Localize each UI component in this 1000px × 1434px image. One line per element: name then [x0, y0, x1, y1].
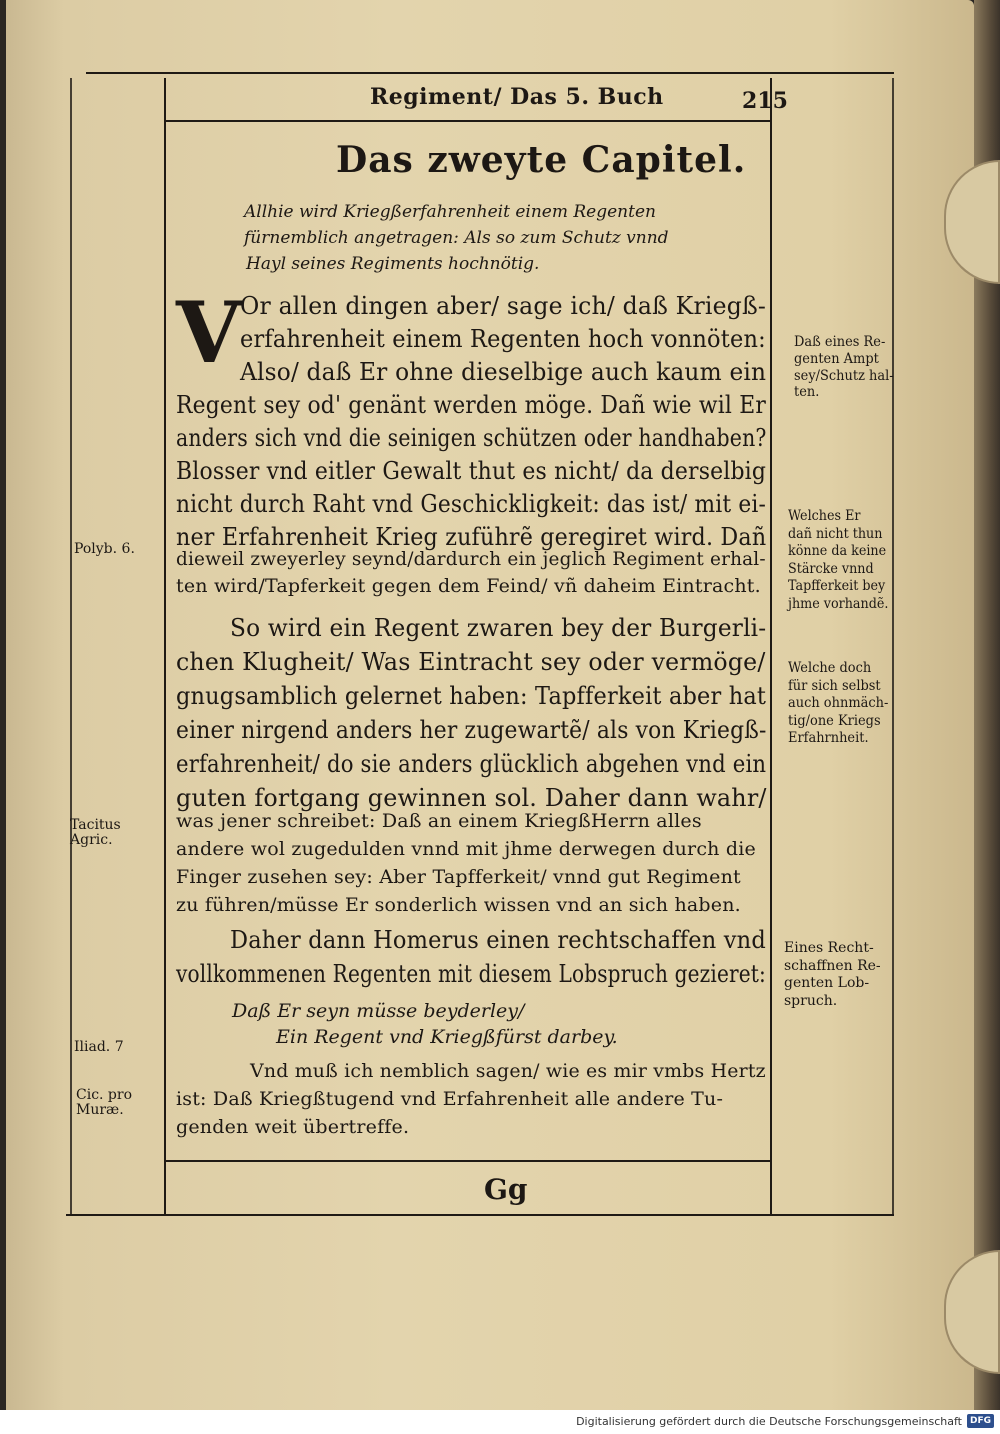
frame-right-rule: [770, 78, 772, 1214]
margin-note-line: Erfahrnheit.: [788, 730, 869, 746]
text-line: genden weit übertreffe.: [176, 1116, 410, 1138]
running-title: Regiment/ Das 5. Buch: [370, 84, 664, 110]
text-line: nicht durch Raht vnd Geschickligkeit: das ist/ mit ei-: [176, 490, 767, 518]
text-line: Regent sey od' genänt werden möge. Dañ wie wil Er: [176, 391, 766, 419]
right-margin-note: [788, 508, 898, 613]
text-line: erfahrenheit/ do sie anders glücklich abgehen vnd ein: [176, 750, 767, 778]
footer-credit: Digitalisierung gefördert durch die Deutsche Forschungsgemeinschaft: [576, 1415, 962, 1428]
text-line: vollkommenen Regenten mit diesem Lobspruch gezieret:: [176, 960, 766, 988]
right-margin-note: [784, 940, 881, 1010]
summary-line: Allhie wird Kriegßerfahrenheit einem Regenten: [244, 202, 656, 222]
text-line: gnugsamblich gelernet haben: Tapfferkeit aber hat: [176, 682, 767, 710]
margin-note-line: Cic. pro: [76, 1087, 133, 1103]
margin-note-line: spruch.: [784, 992, 838, 1009]
summary-line: Hayl seines Regiments hochnötig.: [246, 254, 540, 274]
margin-note-line: genten Lob-: [784, 975, 870, 991]
margin-note-line: Eines Recht-: [784, 940, 874, 956]
text-line: andere wol zugedulden vnnd mit jhme derwegen durch die: [176, 838, 756, 860]
footer-credit-bar: [0, 1410, 1000, 1434]
text-line: anders sich vnd die seinigen schützen oder handhaben?: [176, 424, 767, 452]
text-line: erfahrenheit einem Regenten hoch vonnöten:: [240, 325, 766, 353]
margin-note-line: ten.: [794, 384, 820, 401]
summary-line: fürnemblich angetragen: Als so zum Schutz vnnd: [244, 228, 669, 248]
text-line: Blosser vnd eitler Gewalt thut es nicht/ da derselbig: [176, 457, 767, 485]
margin-note-line: Welches Er: [788, 508, 861, 524]
text-line: dieweil zweyerley seynd/dardurch ein jeglich Regiment erhal-: [176, 548, 766, 570]
margin-note-line: tig/one Kriegs: [788, 712, 881, 729]
text-line: zu führen/müsse Er sonderlich wissen vnd an sich haben.: [176, 894, 741, 916]
text-line: was jener schreibet: Daß an einem KriegßHerrn alles: [176, 810, 702, 832]
text-bottom-rule: [166, 1160, 770, 1162]
text-line: chen Klugheit/ Was Eintracht sey oder vermöge/: [176, 648, 766, 676]
margin-note-line: Tapfferkeit bey: [788, 578, 886, 594]
margin-note-line: genten Ampt: [794, 350, 879, 367]
verse-line: Daß Er seyn müsse beyderley/: [232, 1000, 525, 1022]
text-line: Also/ daß Er ohne dieselbige auch kaum ein: [240, 358, 767, 386]
chapter-title: Das zweyte Capitel.: [336, 139, 747, 181]
margin-note-line: Muræ.: [76, 1102, 124, 1119]
page-number: 215: [742, 88, 788, 114]
left-margin-note: [74, 1040, 124, 1055]
text-line: Finger zusehen sey: Aber Tapfferkeit/ vnnd gut Regiment: [176, 866, 741, 888]
outer-right-rule: [892, 78, 894, 1214]
text-line: ten wird/Tapferkeit gegen dem Feind/ vñ daheim Eintracht.: [176, 575, 761, 597]
frame-bottom-rule: [66, 1214, 894, 1216]
right-margin-note: [794, 334, 902, 401]
frame-top-rule: [86, 72, 894, 74]
text-line: So wird ein Regent zwaren bey der Burgerli-: [230, 614, 767, 642]
text-line: einer nirgend anders her zugewartẽ/ als von Kriegß-: [176, 716, 767, 744]
text-line: Vnd muß ich nemblich sagen/ wie es mir vmbs Hertz: [250, 1060, 766, 1082]
decorated-initial: V: [176, 283, 242, 382]
margin-note-line: Welche doch: [788, 660, 872, 676]
left-margin-note: [76, 1088, 132, 1119]
margin-note-line: schaffnen Re-: [784, 957, 881, 974]
page-edge: [974, 0, 1000, 1410]
dfg-logo: DFG: [967, 1414, 994, 1428]
outer-left-rule: [70, 78, 72, 1214]
text-line: ner Erfahrenheit Krieg zuführẽ geregiret wird. Dañ: [176, 523, 767, 551]
text-line: guten fortgang gewinnen sol. Daher dann wahr/: [176, 784, 767, 812]
margin-note-line: Polyb. 6.: [74, 541, 135, 557]
margin-note-line: Tacitus: [70, 817, 121, 833]
margin-note-line: Iliad. 7: [74, 1039, 124, 1055]
text-line: ist: Daß Kriegßtugend vnd Erfahrenheit alle andere Tu-: [176, 1088, 724, 1110]
left-margin-note: [74, 542, 135, 557]
margin-note-line: könne da keine: [788, 543, 887, 559]
margin-note-line: Daß eines Re-: [794, 334, 886, 350]
margin-note-line: sey/Schutz hal-: [794, 367, 894, 384]
verse-line: Ein Regent vnd Kriegßfürst darbey.: [276, 1026, 618, 1048]
text-line: Or allen dingen aber/ sage ich/ daß Kriegß-: [240, 292, 767, 320]
margin-note-line: auch ohnmäch-: [788, 695, 889, 711]
margin-note-line: für sich selbst: [788, 677, 881, 694]
margin-note-line: Stärcke vnnd: [788, 560, 874, 577]
margin-note-line: jhme vorhandẽ.: [788, 595, 889, 612]
margin-note-line: dañ nicht thun: [788, 525, 883, 542]
margin-note-line: Agric.: [70, 832, 113, 849]
right-margin-note: [788, 660, 896, 748]
header-rule: [166, 120, 772, 122]
text-line: Daher dann Homerus einen rechtschaffen vnd: [230, 926, 766, 954]
signature-mark: Gg: [484, 1173, 528, 1206]
left-margin-note: [70, 818, 121, 849]
frame-left-rule: [164, 78, 166, 1214]
